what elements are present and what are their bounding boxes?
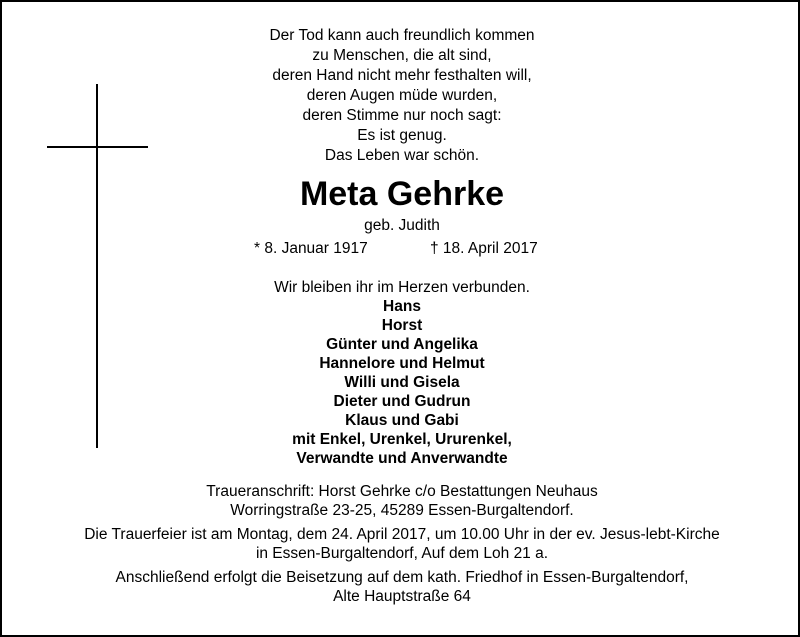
birth-date: * 8. Januar 1917 [254, 240, 368, 257]
mourner-name: Horst [381, 317, 423, 334]
ceremony-info: Die Trauerfeier ist am Montag, dem 24. April 2017, um 10.00 Uhr in der ev. Jesus-lebt-Kirche [84, 526, 720, 543]
poem-line: zu Menschen, die alt sind, [312, 47, 492, 64]
mourner-name: Klaus und Gabi [345, 412, 459, 429]
poem-line: deren Hand nicht mehr festhalten will, [272, 67, 532, 84]
mourner-name: Günter und Angelika [326, 336, 478, 353]
mourner-name: Willi und Gisela [344, 374, 460, 391]
mourner-name: Dieter und Gudrun [333, 393, 471, 410]
burial-info: Anschließend erfolgt die Beisetzung auf dem kath. Friedhof in Essen-Burgaltendorf, [115, 569, 689, 586]
ceremony-info: in Essen-Burgaltendorf, Auf dem Loh 21 a. [255, 545, 549, 562]
poem-line: deren Stimme nur noch sagt: [302, 107, 502, 124]
burial-info: Alte Hauptstraße 64 [333, 588, 471, 605]
poem-line: Das Leben war schön. [324, 147, 480, 164]
mourners-intro: Wir bleiben ihr im Herzen verbunden. [274, 279, 530, 296]
poem-line: Es ist genug. [357, 127, 447, 144]
mourning-address: Worringstraße 23-25, 45289 Essen-Burgaltendorf. [230, 502, 574, 519]
maiden-name: geb. Judith [364, 217, 440, 234]
mourning-address: Traueranschrift: Horst Gehrke c/o Bestattungen Neuhaus [206, 483, 598, 500]
mourner-name: mit Enkel, Urenkel, Ururenkel, [292, 431, 512, 448]
poem-line: Der Tod kann auch freundlich kommen [269, 27, 535, 44]
mourner-name: Hannelore und Helmut [319, 355, 485, 372]
poem-line: deren Augen müde wurden, [306, 87, 498, 104]
deceased-name: Meta Gehrke [299, 175, 505, 213]
mourner-name: Verwandte und Anverwandte [296, 450, 508, 467]
mourner-name: Hans [383, 298, 421, 315]
death-date: † 18. April 2017 [430, 240, 538, 257]
